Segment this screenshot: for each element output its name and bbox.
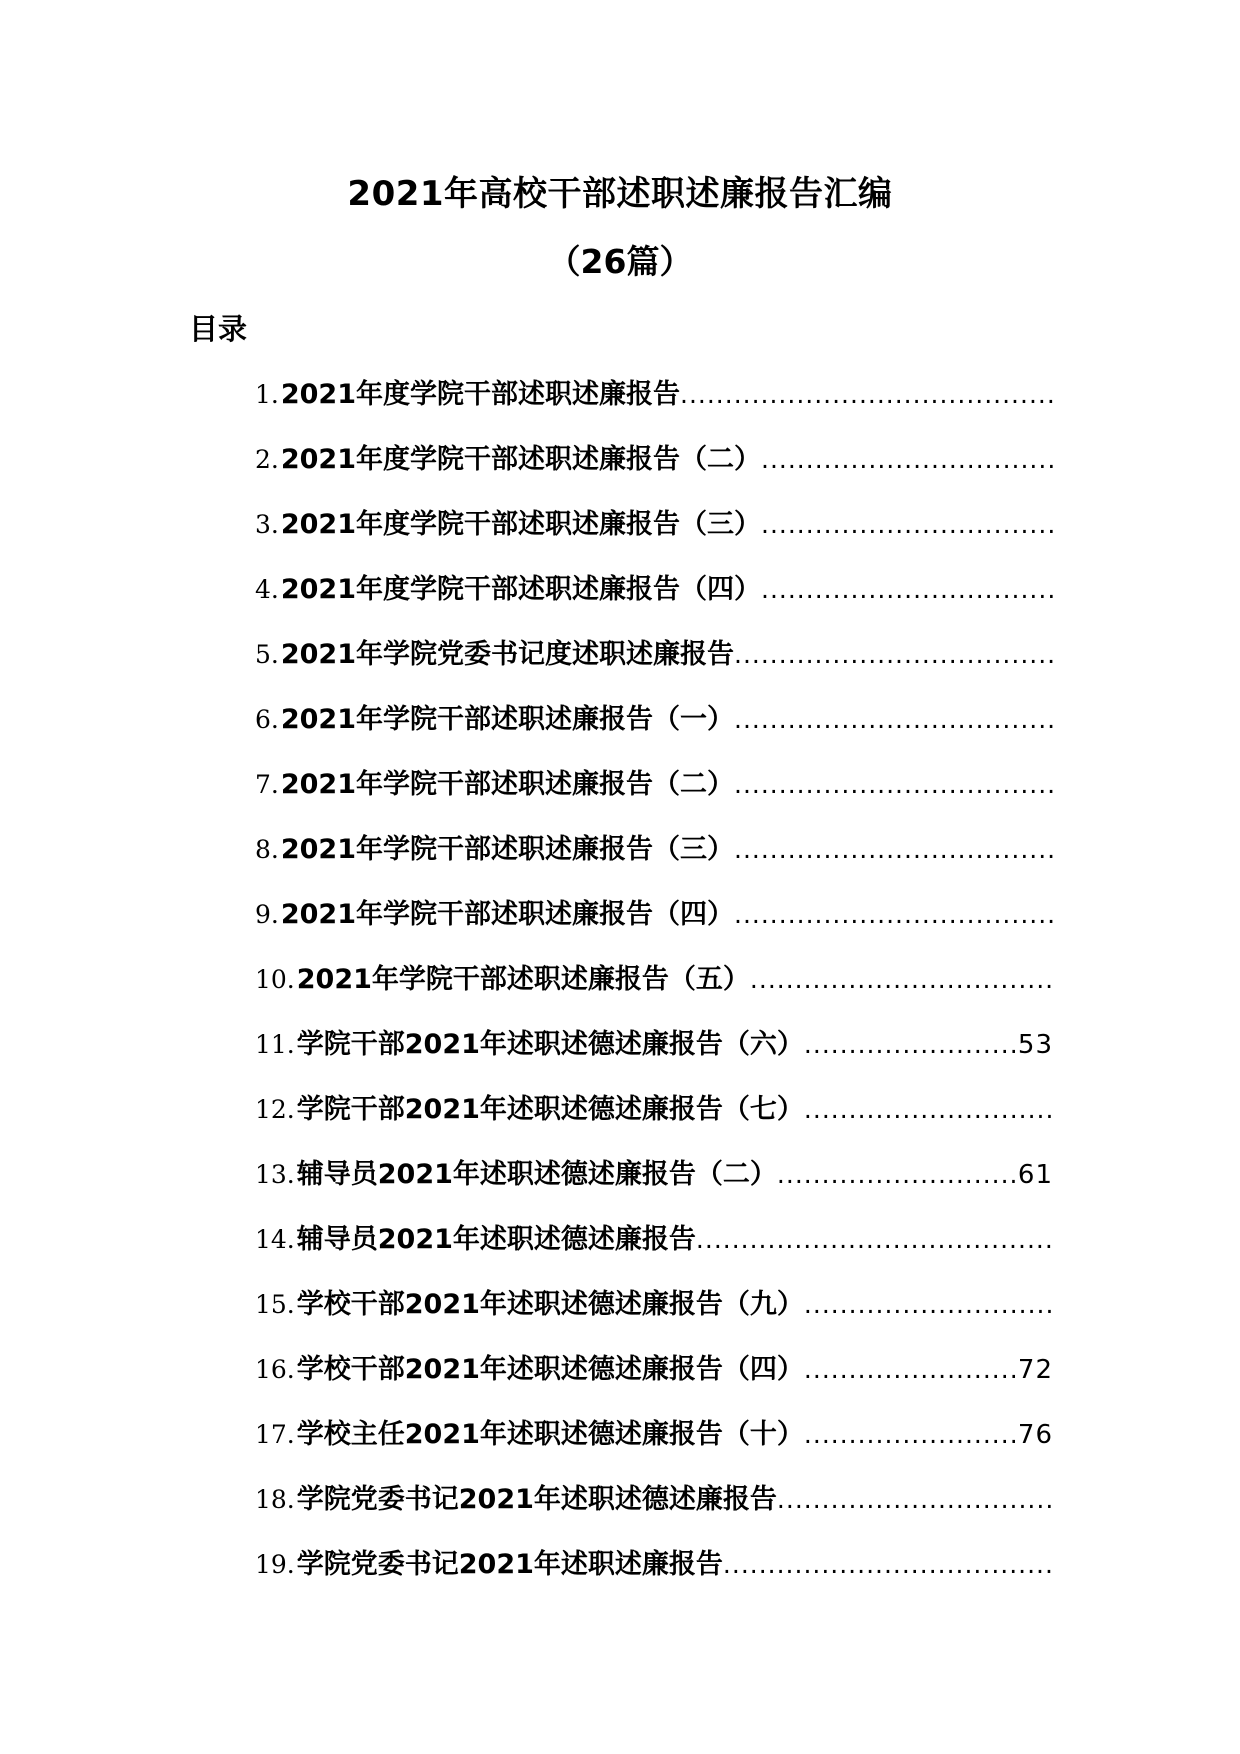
toc-entry-number: 14. (255, 1225, 295, 1254)
toc-entry-number: 9. (255, 900, 279, 929)
toc-entry[interactable] (255, 372, 1053, 437)
toc-entry[interactable] (255, 1477, 1053, 1542)
toc-entry-title: 学校干部2021年述职述德述廉报告（九） (296, 1289, 804, 1320)
toc-entry-title: 辅导员2021年述职述德述廉报告 (296, 1224, 696, 1255)
toc-entry[interactable] (255, 1087, 1053, 1152)
toc-entry-title: 学校主任2021年述职述德述廉报告（十） (296, 1419, 804, 1450)
toc-entry-number: 3. (255, 510, 279, 539)
toc-entry-page: 61 (1017, 1160, 1053, 1190)
toc-entry-title: 2021年度学院干部述职述廉报告 (280, 379, 681, 410)
toc-entry-title: 2021年学院干部述职述廉报告（五） (296, 964, 750, 995)
toc-entry-page: 76 (1017, 1420, 1053, 1450)
toc-dot-leader (734, 770, 1053, 799)
toc-entry[interactable] (255, 567, 1053, 632)
toc-entry-number: 2. (255, 445, 279, 474)
toc-dot-leader (804, 1290, 1053, 1319)
toc-dot-leader (750, 965, 1053, 994)
toc-entry-title: 2021年学院干部述职述廉报告（四） (280, 899, 735, 930)
toc-entry-title: 2021年度学院干部述职述廉报告（四） (280, 574, 762, 605)
toc-entry[interactable] (255, 437, 1053, 502)
toc-entry[interactable] (255, 1282, 1053, 1347)
toc-entry[interactable] (255, 1022, 1053, 1087)
toc-entry[interactable] (255, 1347, 1053, 1412)
toc-entry-title: 学院干部2021年述职述德述廉报告（七） (296, 1094, 804, 1125)
toc-entry-title: 辅导员2021年述职述德述廉报告（二） (296, 1159, 777, 1190)
toc-entry-number: 17. (255, 1420, 295, 1449)
toc-entry-number: 16. (255, 1355, 295, 1384)
toc-entry[interactable] (255, 632, 1053, 697)
toc-entry-page: 53 (1017, 1030, 1053, 1060)
toc-dot-leader (734, 835, 1053, 864)
toc-dot-leader (804, 1355, 1018, 1384)
toc-dot-leader (696, 1225, 1053, 1254)
table-of-contents (255, 372, 1053, 1607)
toc-dot-leader (761, 575, 1053, 604)
toc-entry[interactable] (255, 957, 1053, 1022)
toc-dot-leader (761, 510, 1053, 539)
toc-entry-number: 13. (255, 1160, 295, 1189)
toc-dot-leader (723, 1550, 1053, 1579)
toc-entry-title: 2021年学院干部述职述廉报告（一） (280, 704, 735, 735)
toc-entry-number: 19. (255, 1550, 295, 1579)
toc-entry-number: 8. (255, 835, 279, 864)
toc-entry[interactable] (255, 1152, 1053, 1217)
toc-entry[interactable] (255, 1217, 1053, 1282)
toc-dot-leader (680, 380, 1053, 409)
toc-entry-title: 2021年学院党委书记度述职述廉报告 (280, 639, 735, 670)
toc-entry-number: 15. (255, 1290, 295, 1319)
toc-entry-number: 1. (255, 380, 279, 409)
toc-entry[interactable] (255, 502, 1053, 567)
toc-dot-leader (761, 445, 1053, 474)
toc-entry-number: 4. (255, 575, 279, 604)
toc-dot-leader (734, 900, 1053, 929)
toc-entry[interactable] (255, 697, 1053, 762)
toc-entry[interactable] (255, 892, 1053, 957)
toc-entry-number: 5. (255, 640, 279, 669)
toc-dot-leader (804, 1095, 1053, 1124)
toc-entry-number: 7. (255, 770, 279, 799)
toc-dot-leader (804, 1030, 1018, 1059)
document-title: 2021年高校干部述职述廉报告汇编 (347, 174, 893, 214)
toc-entry-title: 学院党委书记2021年述职述廉报告 (296, 1549, 723, 1580)
toc-entry[interactable] (255, 1542, 1053, 1607)
toc-dot-leader (777, 1485, 1053, 1514)
toc-entry[interactable] (255, 762, 1053, 827)
toc-entry-title: 2021年度学院干部述职述廉报告（二） (280, 444, 762, 475)
toc-entry-title: 学校干部2021年述职述德述廉报告（四） (296, 1354, 804, 1385)
toc-entry-number: 12. (255, 1095, 295, 1124)
toc-entry-page: 72 (1017, 1355, 1053, 1385)
document-subtitle: （26篇） (547, 242, 693, 281)
toc-entry[interactable] (255, 1412, 1053, 1477)
toc-dot-leader (777, 1160, 1018, 1189)
toc-entry-number: 18. (255, 1485, 295, 1514)
toc-entry[interactable] (255, 827, 1053, 892)
toc-entry-number: 6. (255, 705, 279, 734)
toc-entry-title: 学院党委书记2021年述职述德述廉报告 (296, 1484, 777, 1515)
toc-dot-leader (804, 1420, 1018, 1449)
toc-heading: 目录 (189, 312, 248, 346)
toc-entry-title: 学院干部2021年述职述德述廉报告（六） (296, 1029, 804, 1060)
toc-entry-title: 2021年学院干部述职述廉报告（三） (280, 834, 735, 865)
toc-dot-leader (734, 705, 1053, 734)
toc-entry-title: 2021年度学院干部述职述廉报告（三） (280, 509, 762, 540)
toc-entry-title: 2021年学院干部述职述廉报告（二） (280, 769, 735, 800)
toc-entry-number: 10. (255, 965, 295, 994)
toc-dot-leader (734, 640, 1053, 669)
toc-entry-number: 11. (255, 1030, 295, 1059)
